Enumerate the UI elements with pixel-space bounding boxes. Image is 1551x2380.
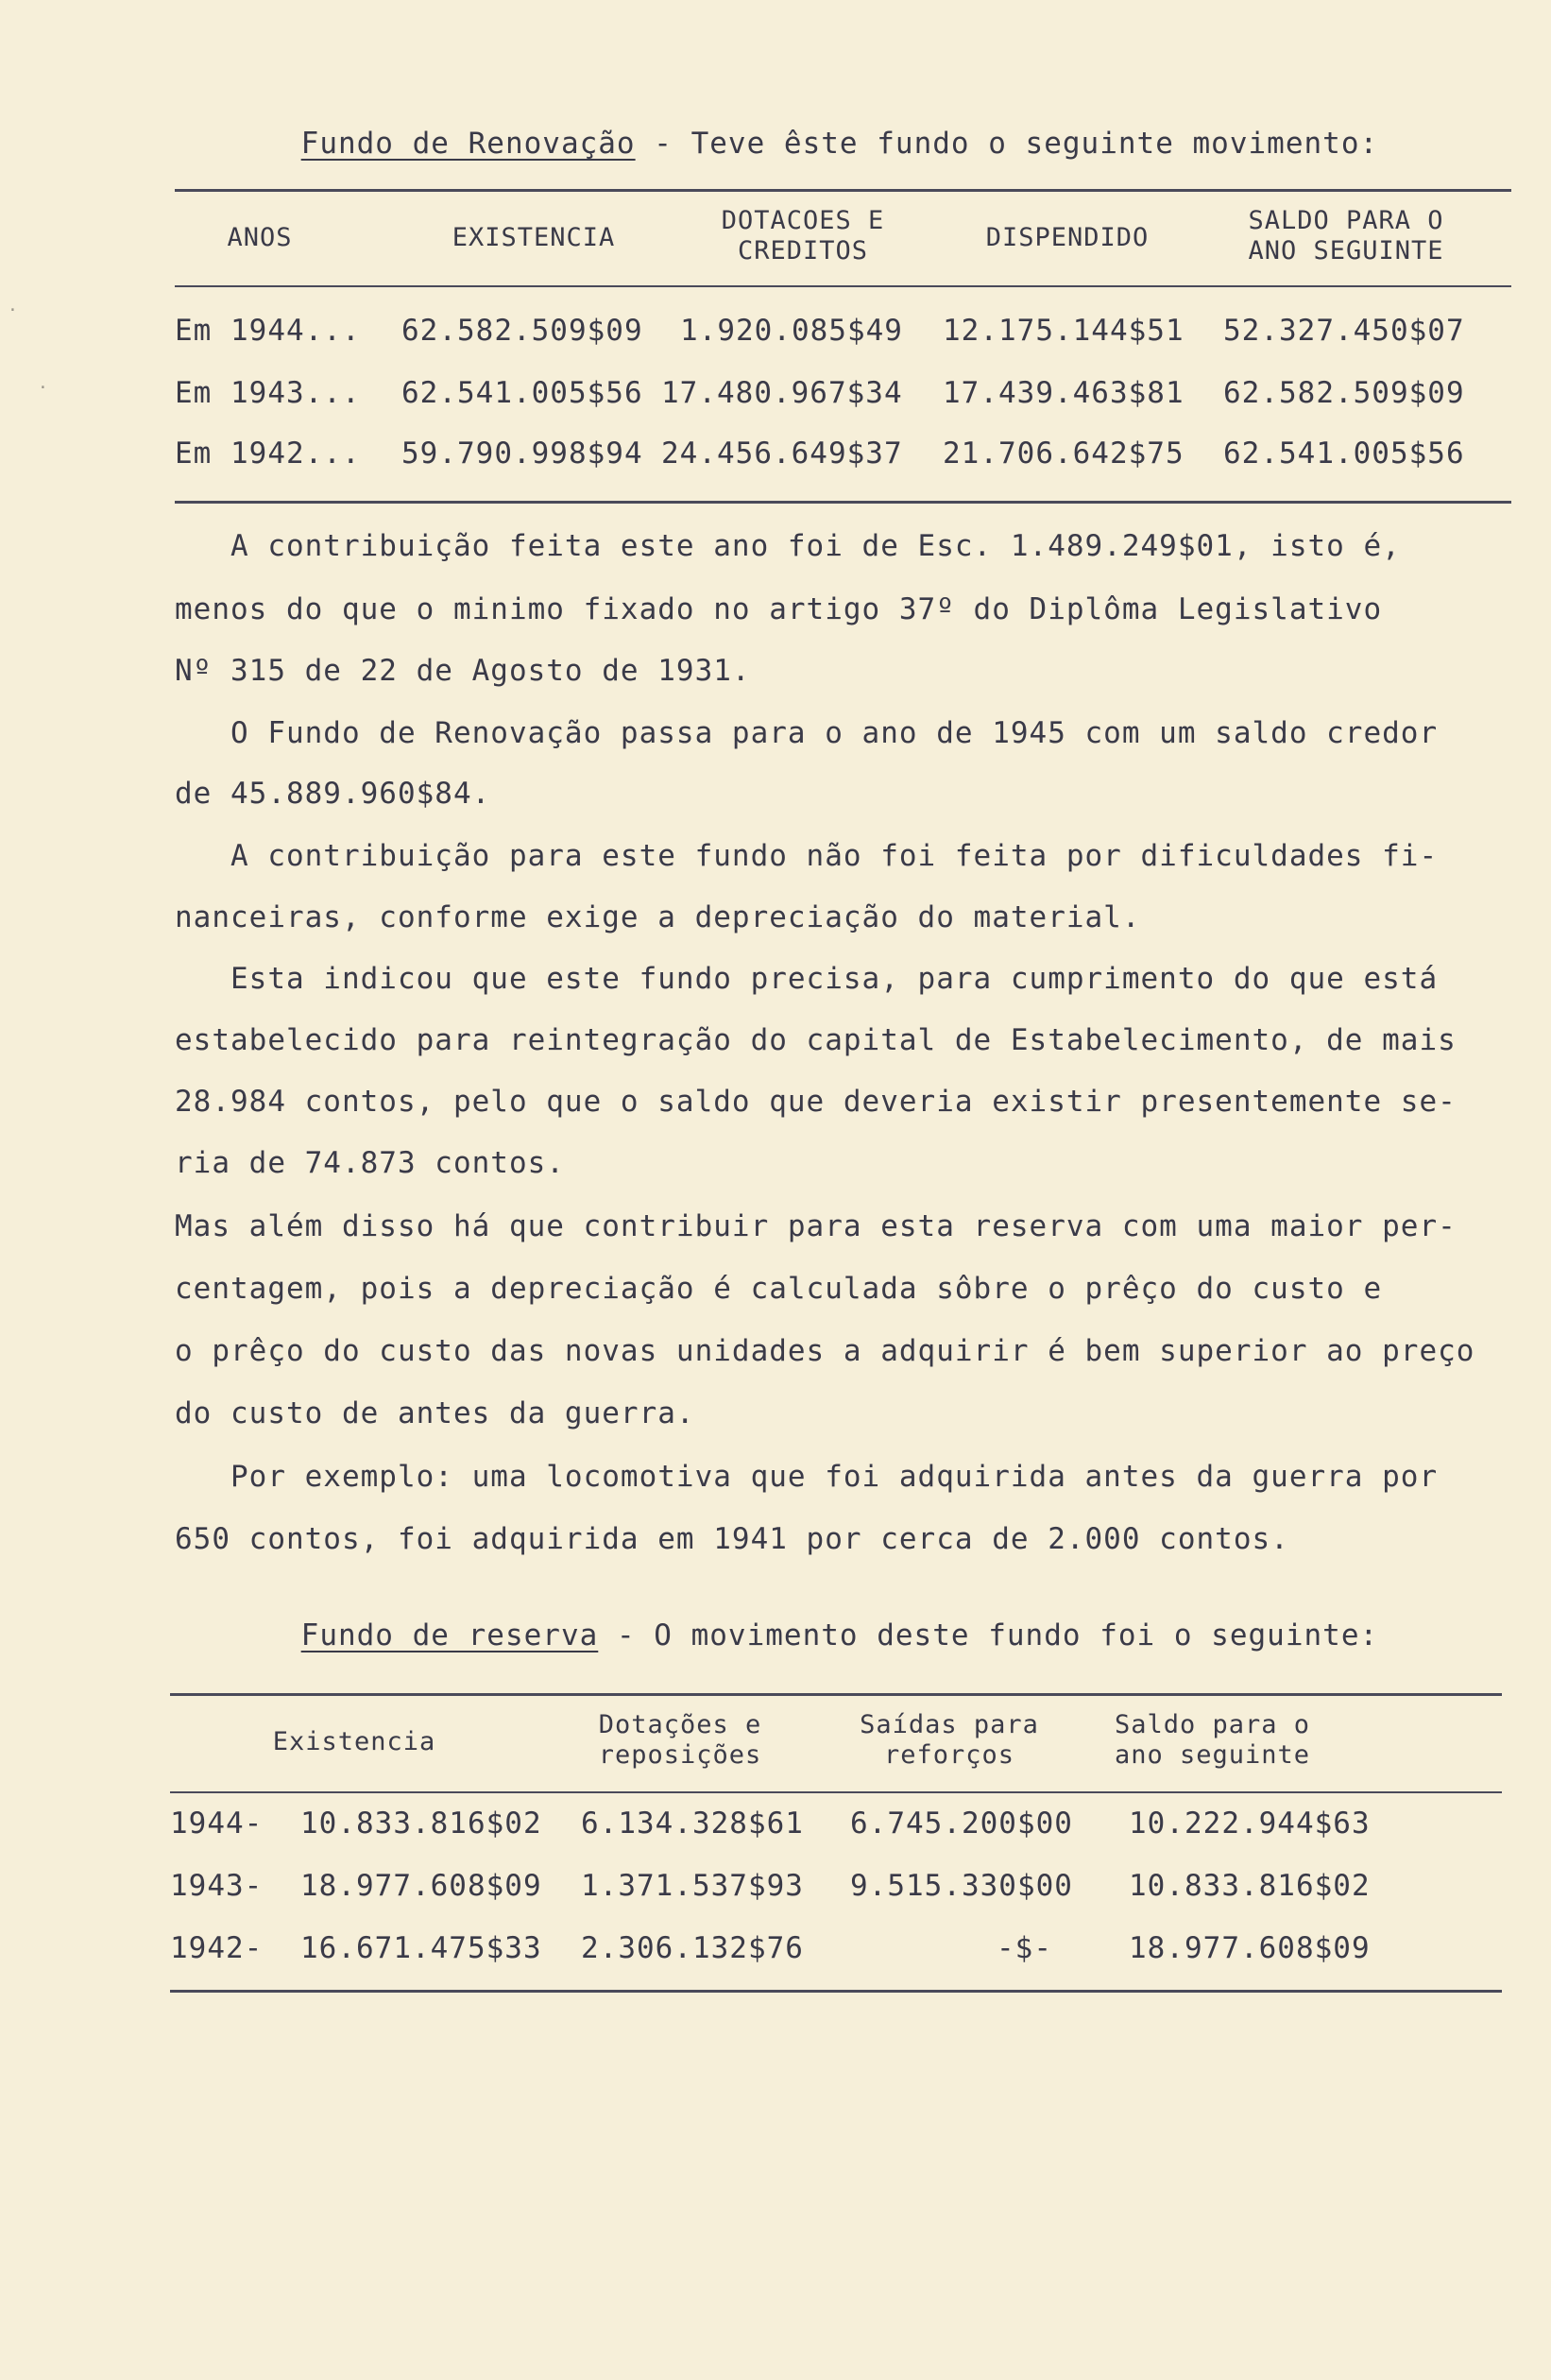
table2-row-1943-saldo: 10.833.816$02 — [1129, 1869, 1371, 1903]
body-line: Por exemplo: uma locomotiva que foi adquirida antes da guerra por — [175, 1460, 1439, 1494]
table1-top-rule — [175, 189, 1511, 192]
body-line: o prêço do custo das novas unidades a adquirir é bem superior ao preço — [175, 1334, 1475, 1368]
body-line: estabelecido para reintegração do capital de Estabelecimento, de mais — [175, 1023, 1457, 1057]
table1-header-dispendido: DISPENDIDO — [985, 223, 1150, 252]
table2-top-rule — [170, 1693, 1502, 1696]
body-line: Nº 315 de 22 de Agosto de 1931. — [175, 654, 751, 688]
table2-row-1942-saidas: -$- — [997, 1931, 1052, 1965]
heading-fundo-renovacao — [227, 93, 1378, 195]
table1-row-1942-saldo: 62.541.005$56 — [1223, 437, 1465, 471]
table2-header-dotacoes: Dotações e reposições — [598, 1710, 762, 1770]
table1-row-1943-ano: Em 1943... — [175, 376, 361, 410]
body-line: menos do que o minimo fixado no artigo 37º do Diplôma Legislativo — [175, 592, 1383, 626]
body-line: de 45.889.960$84. — [175, 777, 491, 811]
table1-header-dotacoes: DOTACOES E CREDITOS — [721, 206, 885, 265]
body-line: do custo de antes da guerra. — [175, 1396, 695, 1430]
table1-row-1942-existencia: 59.790.998$94 — [401, 437, 643, 471]
table2-row-1944-saidas: 6.745.200$00 — [850, 1806, 1073, 1841]
table1-row-1943-dotacoes: 17.480.967$34 — [661, 376, 903, 410]
body-line: nanceiras, conforme exige a depreciação do material. — [175, 900, 1141, 934]
body-line: Esta indicou que este fundo precisa, para cumprimento do que está — [175, 962, 1439, 996]
table2-row-1944-saldo: 10.222.944$63 — [1129, 1806, 1371, 1841]
heading-fundo-reserva — [227, 1584, 1378, 1687]
body-line: centagem, pois a depreciação é calculada sôbre o prêço do custo e — [175, 1272, 1383, 1306]
table1-row-1943-dispendido: 17.439.463$81 — [943, 376, 1185, 410]
table1-row-1944-ano: Em 1944... — [175, 314, 361, 348]
table2-row-1943-existencia: 18.977.608$09 — [300, 1869, 542, 1903]
body-line: O Fundo de Renovação passa para o ano de 1945 com um saldo credor — [175, 716, 1439, 750]
table2-row-1942-existencia: 16.671.475$33 — [300, 1931, 542, 1965]
table1-header-existencia: EXISTENCIA — [452, 223, 616, 252]
table2-bottom-rule — [170, 1990, 1502, 1993]
table2-header-saidas: Saídas para reforços — [860, 1710, 1039, 1770]
heading-title: Fundo de reserva — [300, 1618, 599, 1652]
margin-mark: · — [8, 300, 18, 320]
table1-row-1942-dispendido: 21.706.642$75 — [943, 437, 1185, 471]
table1-row-1944-existencia: 62.582.509$09 — [401, 314, 643, 348]
table2-header-existencia: Existencia — [272, 1727, 436, 1756]
table1-header-saldo: SALDO PARA O ANO SEGUINTE — [1248, 206, 1444, 265]
table1-row-1944-dispendido: 12.175.144$51 — [943, 314, 1185, 348]
table2-header-saldo: Saldo para o ano seguinte — [1115, 1710, 1311, 1770]
table1-header-rule — [175, 285, 1511, 287]
body-line: A contribuição feita este ano foi de Esc. 1.489.249$01, isto é, — [175, 529, 1401, 563]
body-line: 650 contos, foi adquirida em 1941 por cerca de 2.000 contos. — [175, 1522, 1289, 1556]
table1-header-anos: ANOS — [227, 223, 293, 252]
table2-row-1943-saidas: 9.515.330$00 — [850, 1869, 1073, 1903]
table1-bottom-rule — [175, 501, 1511, 504]
body-line: A contribuição para este fundo não foi feita por dificuldades fi- — [175, 839, 1439, 873]
table2-header-rule — [170, 1791, 1502, 1793]
heading-title: Fundo de Renovação — [300, 127, 636, 161]
table2-row-1944-ano: 1944- — [170, 1806, 264, 1841]
table2-row-1943-dotacoes: 1.371.537$93 — [581, 1869, 804, 1903]
table2-row-1942-dotacoes: 2.306.132$76 — [581, 1931, 804, 1965]
table1-row-1944-dotacoes: 1.920.085$49 — [680, 314, 903, 348]
table1-row-1944-saldo: 52.327.450$07 — [1223, 314, 1465, 348]
table2-row-1944-dotacoes: 6.134.328$61 — [581, 1806, 804, 1841]
table1-row-1942-dotacoes: 24.456.649$37 — [661, 437, 903, 471]
table2-row-1944-existencia: 10.833.816$02 — [300, 1806, 542, 1841]
heading-rest: - O movimento deste fundo foi o seguinte: — [598, 1618, 1379, 1652]
margin-mark: · — [38, 378, 48, 398]
table2-row-1942-ano: 1942- — [170, 1931, 264, 1965]
body-line: 28.984 contos, pelo que o saldo que deveria existir presentemente se- — [175, 1085, 1457, 1119]
table1-row-1943-existencia: 62.541.005$56 — [401, 376, 643, 410]
table1-row-1943-saldo: 62.582.509$09 — [1223, 376, 1465, 410]
table1-row-1942-ano: Em 1942... — [175, 437, 361, 471]
body-line: ria de 74.873 contos. — [175, 1146, 565, 1180]
body-line: Mas além disso há que contribuir para esta reserva com uma maior per- — [175, 1209, 1457, 1243]
heading-rest: - Teve êste fundo o seguinte movimento: — [635, 127, 1379, 161]
table2-row-1943-ano: 1943- — [170, 1869, 264, 1903]
table2-row-1942-saldo: 18.977.608$09 — [1129, 1931, 1371, 1965]
